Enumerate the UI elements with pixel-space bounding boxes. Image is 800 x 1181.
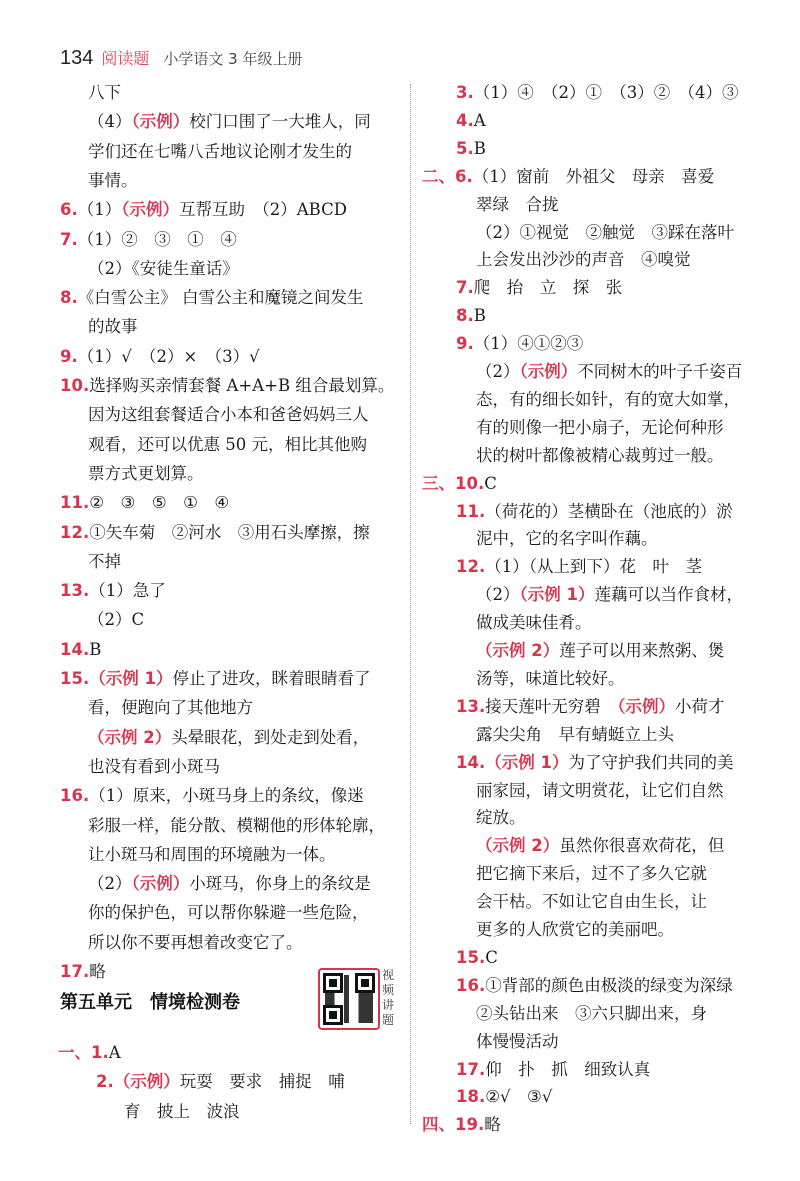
answer-text: ①背部的颜色由极淡的绿变为深绿: [485, 975, 733, 995]
answer-line: [88, 871, 371, 897]
answer-line: [88, 109, 371, 135]
answer-line: [58, 1040, 121, 1066]
section-name: 阅读题: [101, 49, 150, 68]
answer-line: [88, 725, 369, 751]
section-marker: 四、: [422, 1115, 455, 1135]
question-number: 8.: [456, 306, 474, 326]
question-number: 3.: [456, 83, 474, 102]
answer-text: （2）C: [88, 610, 145, 630]
answer-line: [60, 666, 370, 692]
answer-text: 态，有的细长如针，有的宽大如掌，: [476, 389, 740, 409]
answer-line: [88, 432, 367, 458]
answer-text: 校门口围了一大堆人，同: [189, 112, 371, 132]
answer-line: [88, 80, 121, 106]
answer-line: [476, 778, 724, 804]
qr-finder: [323, 973, 343, 993]
answer-text: 接天莲叶无穷碧: [485, 696, 601, 716]
answer-line: [476, 666, 625, 692]
answer-line: [88, 256, 239, 282]
answer-text: 略: [484, 1115, 501, 1135]
answer-line: [60, 344, 260, 370]
answer-text: （2）《安徒生童话》: [88, 258, 239, 278]
answer-line: [476, 722, 674, 748]
answer-line: [476, 415, 724, 441]
answer-line: [88, 607, 144, 633]
question-number: 12.: [456, 557, 486, 577]
question-number: 15.: [456, 947, 486, 967]
example-tag: （示例 1）: [519, 585, 595, 605]
question-number: 14.: [60, 639, 90, 659]
question-number: 6.: [455, 166, 473, 186]
answer-text: B: [473, 306, 486, 326]
answer-line: [476, 582, 743, 608]
question-number: 9.: [456, 334, 474, 354]
answer-line: [456, 80, 739, 106]
answer-text: 绽放。: [476, 808, 526, 828]
question-number: 15.: [60, 669, 90, 688]
answer-line: [476, 1001, 707, 1027]
answer-text: 的故事: [88, 317, 138, 337]
answer-line: [456, 303, 486, 329]
answer-text: （1）④①②③: [473, 334, 584, 354]
answer-line: [456, 750, 733, 776]
example-tag: （示例）: [121, 200, 179, 220]
qr-code-icon[interactable]: [318, 968, 380, 1030]
example-tag: （示例 1）: [89, 669, 173, 688]
answer-text: A: [473, 110, 486, 130]
sub-number: （2）: [88, 874, 132, 894]
answer-line: [60, 959, 106, 985]
answer-text: 为了守护我们共同的美: [568, 752, 734, 772]
question-number: 6.: [60, 200, 78, 220]
answer-text: （1）④ （2）① （3）② （4）③: [473, 83, 739, 102]
answer-line: [456, 108, 486, 134]
answer-line: [476, 638, 724, 664]
answer-line: [88, 549, 121, 575]
answer-text: （1）急了: [89, 581, 166, 601]
answer-text: （荷花的）茎横卧在（池底的）淤: [485, 501, 733, 521]
answer-line: [476, 387, 740, 413]
answer-line: [456, 973, 733, 999]
question-number: 11.: [456, 501, 486, 521]
answer-text: 做成美味佳肴。: [476, 613, 592, 633]
column-divider: [410, 84, 411, 1124]
answer-text: 更多的人欣赏它的美丽吧。: [476, 920, 674, 939]
answer-text: 泥中，它的名字叫作藕。: [476, 529, 658, 549]
answer-line: [456, 275, 622, 301]
example-tag: （示例 2）: [476, 836, 560, 856]
answer-text: 让小斑马和周围的环境融为一体。: [88, 844, 336, 864]
answer-text: 育 披上 波浪: [124, 1101, 240, 1121]
answer-line: [476, 220, 734, 246]
answer-line: [456, 694, 724, 720]
answer-line: [60, 373, 394, 399]
answer-line: [476, 861, 707, 887]
answer-text: 停止了进攻，眯着眼睛看了: [172, 669, 371, 688]
answer-text: 爬 抬 立 探 张: [473, 278, 623, 298]
sub-number: （1）: [77, 200, 122, 220]
answer-line: [124, 1099, 240, 1125]
answer-line: [88, 842, 336, 868]
answer-text: 状的树叶都像被精心裁剪过一般。: [476, 445, 724, 465]
answer-text: 彩服一样，能分散、模糊他的形体轮廓，: [88, 815, 385, 835]
answer-text: 玩耍 要求 捕捉 哺: [179, 1072, 345, 1092]
question-number: 19.: [455, 1115, 485, 1135]
answer-line: [88, 900, 369, 926]
answer-line: [456, 945, 498, 971]
answer-text: ②√ ③√: [485, 1087, 553, 1107]
section-marker: 三、: [422, 473, 455, 493]
answer-line: [456, 1057, 650, 1083]
book-title: 小学语文 3 年级上册: [163, 50, 303, 68]
answer-text: 体慢慢活动: [476, 1031, 559, 1051]
question-number: 18.: [456, 1087, 486, 1107]
answer-line: [476, 443, 724, 469]
answer-text: （1）② ③ ① ④: [77, 229, 237, 249]
answer-line: [60, 578, 166, 604]
answer-line: [456, 1084, 552, 1110]
answer-line: [456, 136, 486, 162]
answer-line: [88, 402, 369, 428]
answer-line: [60, 783, 364, 809]
example-tag: （示例）: [131, 874, 190, 894]
answer-line: [88, 461, 204, 487]
qr-finder: [355, 973, 375, 993]
answer-text: 莲藕可以当作食材，: [594, 585, 743, 605]
answer-text: B: [473, 138, 486, 158]
answer-text: 露尖尖角 早有蜻蜓立上头: [476, 724, 674, 744]
answer-text: 选择购买亲情套餐 A+A+B 组合最划算。: [89, 376, 395, 395]
answer-line: [476, 192, 559, 218]
answer-text: 小荷才: [674, 696, 725, 716]
answer-line: [456, 554, 702, 580]
question-number: 8.: [60, 288, 78, 308]
question-number: 17.: [60, 962, 90, 981]
answer-text: （1）（从上到下）花 叶 茎: [485, 557, 702, 577]
page-number: 134: [60, 47, 94, 69]
question-number: 7.: [60, 229, 78, 249]
answer-text: 你的保护色，可以帮你躲避一些危险，: [88, 903, 369, 923]
page-header: [60, 46, 302, 72]
answer-line: [476, 247, 691, 273]
example-tag: （示例）: [131, 112, 190, 132]
answer-text: 不同树木的叶子千姿百: [577, 362, 743, 381]
answer-text: 汤等，味道比较好。: [476, 668, 625, 688]
answer-text: 小斑马，你身上的条纹是: [189, 874, 371, 894]
answer-text: 头晕眼花，到处走到处看，: [171, 727, 370, 747]
question-number: 14.: [456, 752, 486, 772]
answer-text: （1）√ （2）× （3）√: [77, 346, 260, 366]
answer-text: 丽家园，请文明赏花，让它们自然: [476, 780, 724, 800]
answer-line: [476, 359, 742, 385]
example-tag: （示例 1）: [485, 752, 569, 772]
answer-text: （1）原来，小斑马身上的条纹，像迷: [89, 786, 364, 806]
question-number: 11.: [60, 493, 90, 513]
answer-text: 所以你不要再想着改变它了。: [88, 932, 303, 952]
answer-line: [422, 1112, 501, 1138]
example-tag: （示例）: [608, 696, 675, 716]
question-number: 9.: [60, 346, 78, 366]
section-marker: 一、: [58, 1043, 91, 1062]
answer-text: 虽然你很喜欢荷花，但: [559, 836, 725, 856]
answer-text: （1）窗前 外祖父 母亲 喜爱: [472, 166, 715, 186]
answer-line: [476, 833, 724, 859]
answer-line: [88, 754, 220, 780]
question-number: 1.: [91, 1043, 109, 1062]
answer-text: ①矢车菊 ②河水 ③用石头摩擦，擦: [89, 522, 370, 542]
answer-text: 略: [89, 962, 106, 981]
answer-text: C: [485, 947, 498, 967]
answer-text: 《白雪公主》 白雪公主和魔镜之间发生: [77, 288, 364, 308]
answer-text: 会干枯。不如让它自由生长，让: [476, 892, 707, 912]
answer-text: 观看，还可以优惠 50 元，相比其他购: [88, 434, 367, 454]
question-number: 17.: [456, 1059, 486, 1079]
answer-text: 不掉: [88, 551, 121, 571]
answer-line: [88, 139, 352, 165]
answer-text: 票方式更划算。: [88, 463, 204, 483]
answer-line: [88, 930, 303, 956]
answer-text: ②头钻出来 ③六只脚出来，身: [476, 1003, 707, 1023]
answer-line: [476, 526, 658, 552]
answer-line: [60, 197, 347, 223]
question-number: 16.: [60, 786, 90, 806]
answer-line: [476, 917, 674, 943]
answer-text: 互帮互助 （2）ABCD: [179, 200, 347, 220]
answer-text: B: [89, 639, 102, 659]
answer-text: 有的则像一把小扇子，无论何种形: [476, 417, 724, 437]
unit-title: 第五单元 情境检测卷: [60, 992, 240, 1013]
answer-text: A: [108, 1043, 121, 1062]
answer-text: ② ③ ⑤ ① ④: [89, 493, 230, 513]
sub-number: （2）: [476, 362, 520, 381]
answer-text: 仰 扑 抓 细致认真: [485, 1059, 651, 1079]
answer-text: 上会发出沙沙的声音 ④嗅觉: [476, 250, 691, 270]
answer-line: [422, 164, 714, 190]
question-number: 10.: [60, 376, 90, 395]
example-tag: （示例 2）: [88, 727, 172, 747]
answer-line: [422, 471, 497, 497]
qr-finder: [323, 1005, 343, 1025]
answer-line: [60, 227, 237, 253]
answer-text: 事情。: [88, 170, 138, 190]
answer-line: [476, 610, 592, 636]
example-tag: （示例）: [519, 362, 578, 381]
answer-text: （2）①视觉 ②触觉 ③踩在落叶: [476, 222, 734, 242]
answer-line: [476, 1029, 559, 1055]
question-number: 12.: [60, 522, 90, 542]
question-number: 4.: [456, 110, 474, 130]
answer-line: [476, 889, 707, 915]
question-number: 2.: [96, 1072, 114, 1092]
answer-text: C: [484, 473, 497, 493]
answer-line: [476, 805, 526, 831]
answer-text: 看，便跑向了其他地方: [88, 698, 253, 718]
answer-text: 也没有看到小斑马: [88, 756, 220, 776]
question-number: 5.: [456, 138, 474, 158]
sub-number: （2）: [476, 585, 520, 605]
answer-text: 学们还在七嘴八舌地议论刚才发生的: [88, 141, 352, 161]
answer-text: 因为这组套餐适合小本和爸爸妈妈三人: [88, 405, 369, 425]
question-number: 13.: [456, 696, 486, 716]
answer-line: [456, 499, 733, 525]
qr-label: 视频讲题: [382, 968, 395, 1027]
answer-text: 莲子可以用来熬粥、煲: [559, 641, 725, 660]
answer-line: [88, 168, 138, 194]
question-number: 13.: [60, 581, 90, 601]
answer-line: [456, 331, 583, 357]
question-number: 10.: [455, 473, 485, 493]
answer-line: [88, 695, 253, 721]
answer-text: 翠绿 合拢: [476, 194, 559, 214]
answer-text: 八下: [88, 83, 121, 102]
example-tag: （示例）: [113, 1072, 180, 1092]
answer-line: [96, 1069, 345, 1095]
answer-line: [60, 285, 364, 311]
answer-line: [60, 520, 370, 546]
answer-line: [88, 813, 385, 839]
answer-text: 把它摘下来后，过不了多久它就: [476, 864, 707, 884]
answer-line: [88, 314, 138, 340]
example-tag: （示例 2）: [476, 641, 560, 660]
question-number: 16.: [456, 975, 486, 995]
sub-number: （4）: [88, 112, 132, 132]
question-number: 7.: [456, 278, 474, 298]
answer-line: [60, 490, 229, 516]
section-marker: 二、: [422, 166, 455, 186]
answer-line: [60, 637, 101, 663]
